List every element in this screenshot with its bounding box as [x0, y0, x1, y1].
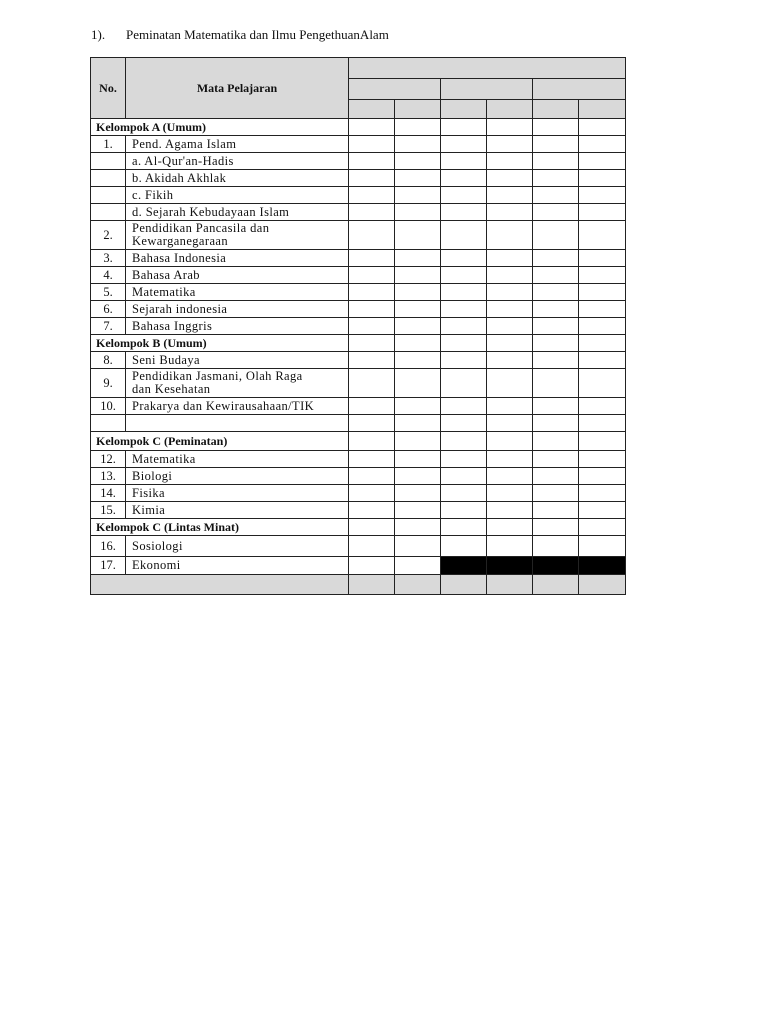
grade-cell [533, 468, 579, 485]
row-number: 10. [91, 398, 126, 415]
subject-name: Sejarah indonesia [126, 301, 349, 318]
grade-cell [579, 170, 626, 187]
grade-cell [533, 485, 579, 502]
grade-cell [533, 519, 579, 536]
table-row [91, 557, 626, 575]
grade-cell [533, 267, 579, 284]
grade-cell [395, 468, 441, 485]
subject-name: Biologi [126, 468, 349, 485]
grade-cell [579, 267, 626, 284]
grade-cell [487, 536, 533, 557]
header-subject: Mata Pelajaran [126, 58, 349, 119]
grade-cell [395, 415, 441, 432]
row-number: 12. [91, 451, 126, 468]
table-row [91, 468, 626, 485]
grade-cell [441, 79, 533, 100]
grade-cell [349, 100, 395, 119]
empty-row [91, 415, 626, 432]
grade-cell [579, 398, 626, 415]
header-row-1 [91, 58, 626, 79]
grade-cell [395, 136, 441, 153]
header-no: No. [91, 58, 126, 119]
subject-name: Bahasa Inggris [126, 318, 349, 335]
grade-cell [349, 557, 395, 575]
row-number: 4. [91, 267, 126, 284]
grade-cell [349, 575, 395, 595]
grade-cell [395, 451, 441, 468]
grade-cell [533, 136, 579, 153]
subject-name: Ekonomi [126, 557, 349, 575]
grade-cell [487, 170, 533, 187]
grade-cell [533, 79, 626, 100]
table-row [91, 485, 626, 502]
grade-cell [441, 284, 487, 301]
grade-cell [533, 100, 579, 119]
grade-cell [349, 369, 395, 398]
row-number: 17. [91, 557, 126, 575]
row-number: 3. [91, 250, 126, 267]
grades-table [90, 57, 626, 595]
grade-cell [395, 335, 441, 352]
grade-cell [487, 398, 533, 415]
grade-cell [441, 100, 487, 119]
grade-cell [395, 519, 441, 536]
grade-cell [349, 352, 395, 369]
grade-cell [441, 369, 487, 398]
grade-cell [349, 221, 395, 250]
table-row [91, 451, 626, 468]
grade-cell [395, 557, 441, 575]
grade-cell [441, 485, 487, 502]
grade-cell [395, 284, 441, 301]
subject-name: Pendidikan Pancasila dan Kewarganegaraan [126, 221, 349, 250]
grade-cell [395, 575, 441, 595]
grade-cell [579, 153, 626, 170]
group-label: Kelompok C (Peminatan) [91, 432, 349, 451]
grade-cell [349, 519, 395, 536]
grade-cell [487, 415, 533, 432]
row-number: 2. [91, 221, 126, 250]
row-number: 14. [91, 485, 126, 502]
grade-cell [487, 250, 533, 267]
grade-cell [579, 451, 626, 468]
grade-cell [441, 398, 487, 415]
grade-cell [349, 284, 395, 301]
subject-name: c. Fikih [126, 187, 349, 204]
grade-cell [487, 284, 533, 301]
table-row [91, 301, 626, 318]
grade-cell [579, 432, 626, 451]
grade-cell [349, 432, 395, 451]
blacked-cell [579, 557, 626, 575]
row-number: 15. [91, 502, 126, 519]
grade-cell [487, 502, 533, 519]
grade-cell [487, 485, 533, 502]
grade-cell [533, 221, 579, 250]
grade-cell [579, 335, 626, 352]
grade-cell [441, 575, 487, 595]
grade-cell [395, 221, 441, 250]
subject-name: Kimia [126, 502, 349, 519]
group-label: Kelompok A (Umum) [91, 119, 349, 136]
grade-cell [533, 119, 579, 136]
subject-name: Sosiologi [126, 536, 349, 557]
grade-cell [91, 575, 349, 595]
grade-cell [91, 415, 126, 432]
grade-cell [579, 250, 626, 267]
subject-name: Prakarya dan Kewirausahaan/TIK [126, 398, 349, 415]
grade-cell [126, 415, 349, 432]
row-number [91, 170, 126, 187]
table-row [91, 352, 626, 369]
grade-cell [395, 369, 441, 398]
grade-cell [533, 575, 579, 595]
row-number: 5. [91, 284, 126, 301]
grade-cell [487, 136, 533, 153]
grade-cell [395, 301, 441, 318]
grade-cell [579, 575, 626, 595]
grade-cell [349, 250, 395, 267]
section-heading [91, 27, 389, 43]
grade-cell [441, 536, 487, 557]
grade-cell [395, 187, 441, 204]
grade-cell [533, 502, 579, 519]
grade-cell [395, 119, 441, 136]
table-row [91, 502, 626, 519]
grade-cell [395, 250, 441, 267]
grade-cell [579, 204, 626, 221]
subject-name: a. Al-Qur'an-Hadis [126, 153, 349, 170]
grade-cell [349, 136, 395, 153]
grade-cell [395, 536, 441, 557]
grade-cell [395, 318, 441, 335]
grade-cell [441, 250, 487, 267]
table-row [91, 536, 626, 557]
grade-cell [349, 153, 395, 170]
header-blank [349, 58, 626, 79]
grade-cell [349, 335, 395, 352]
grade-cell [487, 187, 533, 204]
grade-cell [533, 250, 579, 267]
grade-cell [579, 485, 626, 502]
subject-name: Matematika [126, 451, 349, 468]
blacked-cell [533, 557, 579, 575]
grade-cell [533, 204, 579, 221]
table-row [91, 267, 626, 284]
grade-cell [441, 335, 487, 352]
group-label: Kelompok C (Lintas Minat) [91, 519, 349, 536]
table-row [91, 170, 626, 187]
grade-cell [487, 267, 533, 284]
group-row [91, 335, 626, 352]
grade-cell [349, 267, 395, 284]
grade-cell [349, 536, 395, 557]
grade-cell [395, 485, 441, 502]
group-label: Kelompok B (Umum) [91, 335, 349, 352]
grade-cell [487, 352, 533, 369]
grade-cell [579, 352, 626, 369]
grade-cell [349, 318, 395, 335]
blacked-cell [487, 557, 533, 575]
grade-cell [487, 119, 533, 136]
grade-cell [349, 415, 395, 432]
grade-cell [441, 187, 487, 204]
grade-cell [441, 119, 487, 136]
grade-cell [533, 187, 579, 204]
grade-cell [395, 352, 441, 369]
grade-cell [579, 284, 626, 301]
grade-cell [441, 451, 487, 468]
grade-cell [441, 221, 487, 250]
grade-cell [487, 153, 533, 170]
grade-cell [441, 267, 487, 284]
grade-cell [441, 415, 487, 432]
subject-name: Bahasa Indonesia [126, 250, 349, 267]
grade-cell [487, 221, 533, 250]
table-row [91, 318, 626, 335]
grade-cell [349, 468, 395, 485]
grade-cell [579, 119, 626, 136]
grade-cell [395, 398, 441, 415]
grade-cell [579, 415, 626, 432]
grade-cell [395, 204, 441, 221]
grade-cell [441, 170, 487, 187]
group-row [91, 119, 626, 136]
grade-cell [349, 170, 395, 187]
grade-cell [441, 502, 487, 519]
grade-cell [441, 204, 487, 221]
grade-cell [349, 301, 395, 318]
table-row [91, 153, 626, 170]
section-title: Peminatan Matematika dan Ilmu PengethuanAlam [126, 27, 389, 42]
grade-cell [441, 318, 487, 335]
grade-cell [349, 119, 395, 136]
row-number: 1. [91, 136, 126, 153]
footer-row [91, 575, 626, 595]
grade-cell [395, 502, 441, 519]
grade-cell [395, 100, 441, 119]
grade-cell [349, 79, 441, 100]
grade-cell [533, 369, 579, 398]
grade-cell [395, 170, 441, 187]
grade-cell [441, 153, 487, 170]
row-number [91, 187, 126, 204]
row-number: 8. [91, 352, 126, 369]
subject-name: Pendidikan Jasmani, Olah Raga dan Kesehatan [126, 369, 349, 398]
grade-cell [349, 502, 395, 519]
group-row [91, 432, 626, 451]
grade-cell [487, 451, 533, 468]
section-number: 1). [91, 27, 106, 42]
grade-cell [349, 204, 395, 221]
row-number: 16. [91, 536, 126, 557]
grade-cell [533, 284, 579, 301]
table-row [91, 398, 626, 415]
grade-cell [349, 187, 395, 204]
grade-cell [579, 369, 626, 398]
row-number [91, 204, 126, 221]
grade-cell [579, 221, 626, 250]
subject-name: b. Akidah Akhlak [126, 170, 349, 187]
table-row [91, 221, 626, 250]
grade-cell [395, 432, 441, 451]
subject-name: Bahasa Arab [126, 267, 349, 284]
grade-cell [533, 153, 579, 170]
grade-cell [533, 301, 579, 318]
grade-cell [533, 451, 579, 468]
grade-cell [487, 301, 533, 318]
grade-cell [349, 451, 395, 468]
grade-cell [487, 575, 533, 595]
subject-name: Fisika [126, 485, 349, 502]
grade-cell [487, 100, 533, 119]
grade-cell [441, 432, 487, 451]
grade-cell [441, 301, 487, 318]
table-row [91, 250, 626, 267]
table-row [91, 187, 626, 204]
grade-cell [533, 335, 579, 352]
grade-cell [441, 468, 487, 485]
grade-cell [487, 335, 533, 352]
grade-cell [579, 301, 626, 318]
grade-cell [441, 136, 487, 153]
grade-cell [579, 187, 626, 204]
subject-name: d. Sejarah Kebudayaan Islam [126, 204, 349, 221]
grade-cell [533, 170, 579, 187]
grade-cell [349, 398, 395, 415]
grade-cell [579, 136, 626, 153]
subject-name: Matematika [126, 284, 349, 301]
grade-cell [579, 536, 626, 557]
grade-cell [579, 502, 626, 519]
row-number: 9. [91, 369, 126, 398]
grade-cell [487, 369, 533, 398]
grade-cell [349, 485, 395, 502]
grade-cell [395, 267, 441, 284]
subject-name: Pend. Agama Islam [126, 136, 349, 153]
grade-cell [487, 204, 533, 221]
grade-cell [533, 398, 579, 415]
grade-cell [533, 415, 579, 432]
table-row [91, 284, 626, 301]
table-row [91, 204, 626, 221]
grade-cell [487, 318, 533, 335]
grade-cell [579, 519, 626, 536]
blacked-cell [441, 557, 487, 575]
grade-cell [487, 468, 533, 485]
group-row [91, 519, 626, 536]
grade-cell [533, 318, 579, 335]
grade-cell [579, 468, 626, 485]
grade-cell [441, 519, 487, 536]
subject-name: Seni Budaya [126, 352, 349, 369]
grade-cell [487, 519, 533, 536]
grade-cell [487, 432, 533, 451]
row-number: 6. [91, 301, 126, 318]
row-number: 7. [91, 318, 126, 335]
grade-cell [533, 536, 579, 557]
grade-cell [579, 318, 626, 335]
row-number [91, 153, 126, 170]
row-number: 13. [91, 468, 126, 485]
grade-cell [533, 432, 579, 451]
grade-cell [395, 153, 441, 170]
grade-cell [441, 352, 487, 369]
grade-cell [579, 100, 626, 119]
table-row [91, 136, 626, 153]
grade-cell [533, 352, 579, 369]
table-row [91, 369, 626, 398]
